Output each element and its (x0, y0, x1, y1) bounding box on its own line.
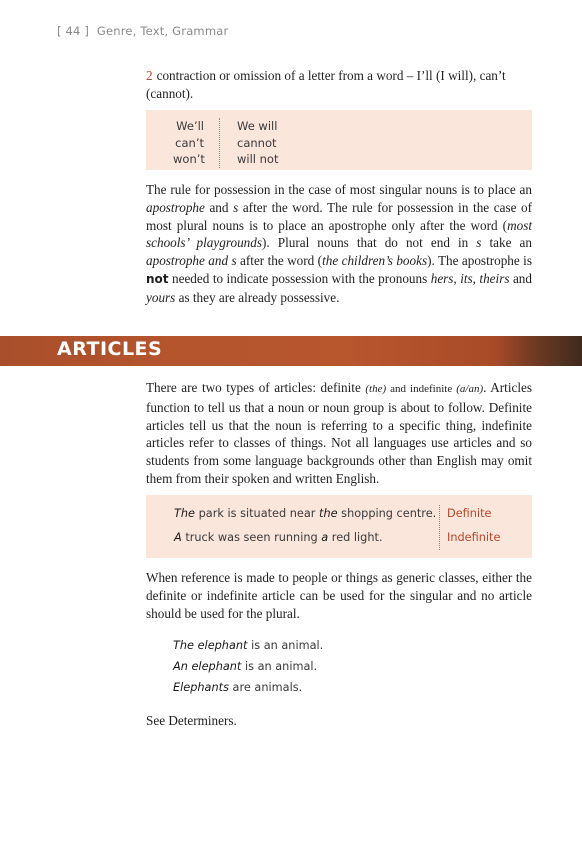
contraction-right-0: We will (237, 119, 278, 133)
text: take an (481, 235, 532, 251)
term: apostrophe (146, 199, 205, 215)
subject: Elephants (173, 681, 229, 694)
text: There are two types of articles: definite (146, 380, 366, 395)
articles-examples-box (146, 495, 532, 558)
text: are animals. (228, 681, 303, 694)
example: the children’s books (322, 253, 428, 269)
contraction-right-2: will not (237, 152, 279, 166)
generic-paragraph: When reference is made to people or things as generic classes, either the definite or indefinite article can be used for the singular and no article should be used for the plural. (146, 570, 532, 621)
text: after the word. The rule for possession in the case of most plural nouns is to place an apostrophe only after the word ( (146, 199, 532, 233)
label-definite: Definite (447, 507, 492, 520)
article: a (321, 531, 329, 544)
contraction-right-1: cannot (237, 135, 277, 150)
term: s (233, 199, 239, 215)
contractions-right (237, 118, 278, 168)
term: apostrophe and s (146, 253, 237, 269)
text: and (509, 270, 532, 286)
text: park is situated near (195, 507, 320, 520)
text: The rule for possession in the case of most singular nouns is to place an (146, 182, 532, 197)
point-number: 2 (146, 68, 153, 83)
article: the (319, 507, 338, 520)
text: needed to indicate possession with the pronouns (168, 270, 431, 286)
term: s (476, 235, 482, 251)
page-number: [ 44 ] (57, 24, 90, 38)
subject: An elephant (173, 660, 242, 673)
divider (219, 118, 220, 168)
text: is an animal. (247, 639, 324, 652)
point-2 (146, 67, 532, 103)
text: . Articles function to tell us that a noun or noun group is about to follow. Definite articles tell us that the noun is referring to a specific thing, indefinite articles refer to classes of things. Not all languages use articles and so students from some language backgrounds other than English may omit them from their spoken and written English. (146, 380, 532, 486)
text: and (204, 199, 234, 215)
text: is an animal. (241, 660, 318, 673)
generic-example-2 (173, 681, 302, 694)
subject: The elephant (173, 639, 248, 652)
point-2-text: contraction or omission of a letter from a word – I’ll (I will), can’t (cannot). (146, 68, 506, 101)
example-definite (174, 507, 436, 520)
contraction-left-2: won’t (173, 152, 205, 166)
articles-intro (146, 379, 532, 488)
running-title: Genre, Text, Grammar (96, 24, 229, 38)
text: ). Plural nouns that do not end in (262, 235, 477, 251)
term: yours (146, 289, 176, 305)
contraction-left-1: can’t (175, 135, 204, 150)
running-head (57, 24, 228, 38)
generic-example-1 (173, 660, 317, 673)
text: after the word ( (236, 253, 323, 269)
example: (the) (365, 383, 387, 395)
contractions-box (146, 110, 532, 170)
contractions-left (173, 118, 204, 168)
article: The (174, 507, 196, 520)
example: most schools’ playgrounds (146, 217, 532, 251)
label-indefinite: Indefinite (447, 531, 501, 544)
divider (439, 505, 440, 550)
example: (a/an) (456, 383, 484, 395)
text: truck was seen running (181, 531, 322, 544)
example-indefinite (174, 531, 383, 544)
possession-paragraph (146, 181, 532, 307)
text: shopping centre. (337, 507, 437, 520)
article: A (174, 531, 182, 544)
text: and indefinite (386, 383, 457, 395)
see-also: See Determiners. (146, 713, 237, 728)
section-title: ARTICLES (57, 338, 163, 360)
section-banner (0, 336, 582, 366)
text: as they are already possessive. (175, 289, 340, 305)
term: hers, its, theirs (430, 270, 510, 286)
text: red light. (328, 531, 383, 544)
generic-example-0 (173, 639, 323, 652)
text: ). The apostrophe is (427, 253, 532, 269)
contraction-left-0: We’ll (176, 119, 204, 133)
emphasis: not (146, 271, 169, 286)
